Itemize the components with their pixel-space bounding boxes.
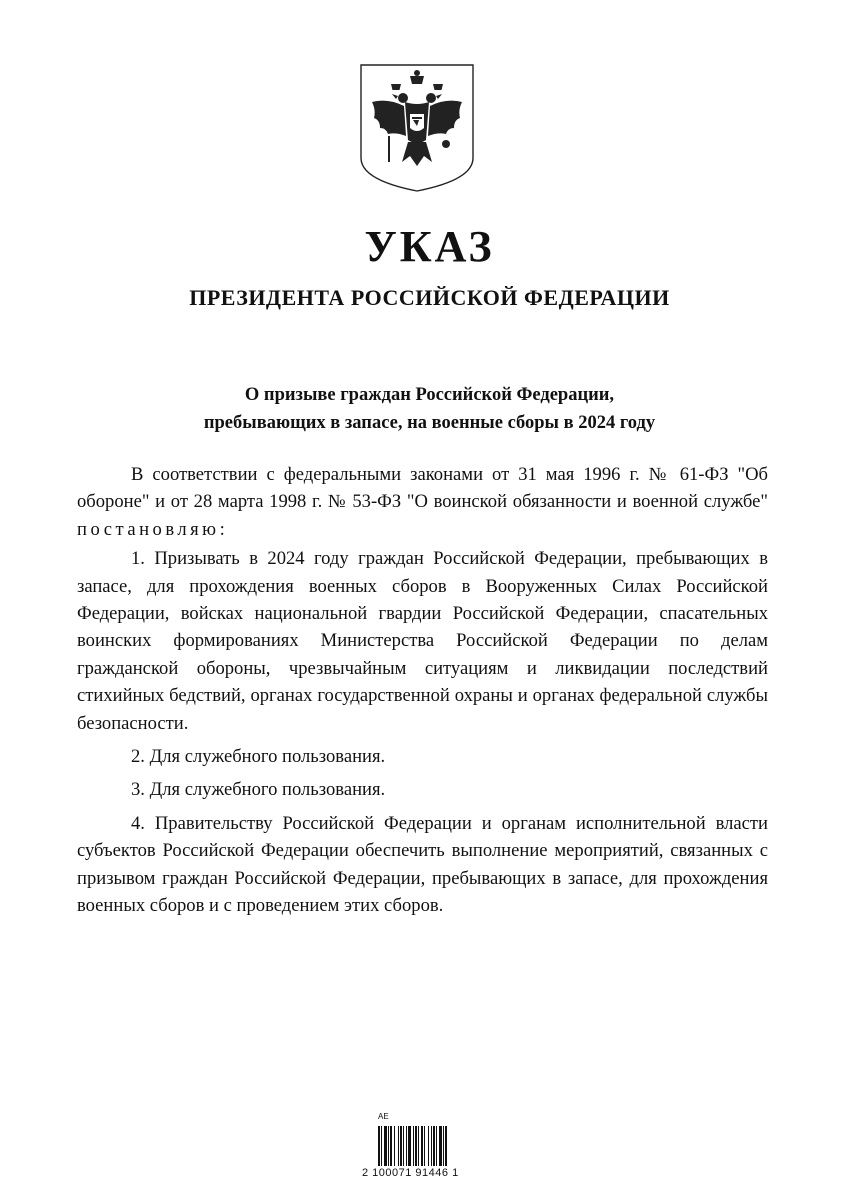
preamble-verb: постановляю: <box>77 518 229 540</box>
barcode-mark: АЕ <box>378 1112 389 1121</box>
decree-item: 1. Призывать в 2024 году граждан Российской Федерации, пребывающих в запасе, для прохождения военных сборов в Вооруженных Силах Российской Федерации, войсках национальной гвардии Российской Федерации, спасательных воинских формированиях Министерства Российской Федерации по делам гражданской обороны, чрезвычайным ситуациям и ликвидации последствий стихийных бедствий, органах государственной охраны и органах федеральной службы безопасности. <box>77 548 768 734</box>
decree-item: 4. Правительству Российской Федерации и органам исполнительной власти субъектов Российской Федерации обеспечить выполнение мероприятий, связанных с призывом граждан Российской Федерации, пребывающих в запасе, для прохождения военных сборов и с проведением этих сборов. <box>77 812 768 917</box>
decree-subtitle: ПРЕЗИДЕНТА РОССИЙСКОЙ ФЕДЕРАЦИИ <box>189 285 670 310</box>
heading-line: О призыве граждан Российской Федерации, <box>244 385 615 405</box>
barcode-number: 2 100071 91446 1 <box>362 1167 459 1179</box>
coat-of-arms-icon <box>358 62 476 194</box>
preamble-paragraph <box>77 461 768 543</box>
decree-item: 3. Для служебного пользования. <box>131 779 386 801</box>
decree-body <box>77 461 768 922</box>
decree-item: 2. Для служебного пользования. <box>131 746 386 768</box>
preamble-text: В соответствии с федеральными законами от 31 мая 1996 г. № 61-ФЗ "Об обороне" и от 28 марта 1998 г. № 53-ФЗ "О воинской обязанности и военной службе" <box>77 464 768 513</box>
heading-line: пребывающих в запасе, на военные сборы в 2024 году <box>203 413 656 433</box>
decree-title: УКАЗ <box>364 222 495 271</box>
decree-heading <box>0 381 859 437</box>
